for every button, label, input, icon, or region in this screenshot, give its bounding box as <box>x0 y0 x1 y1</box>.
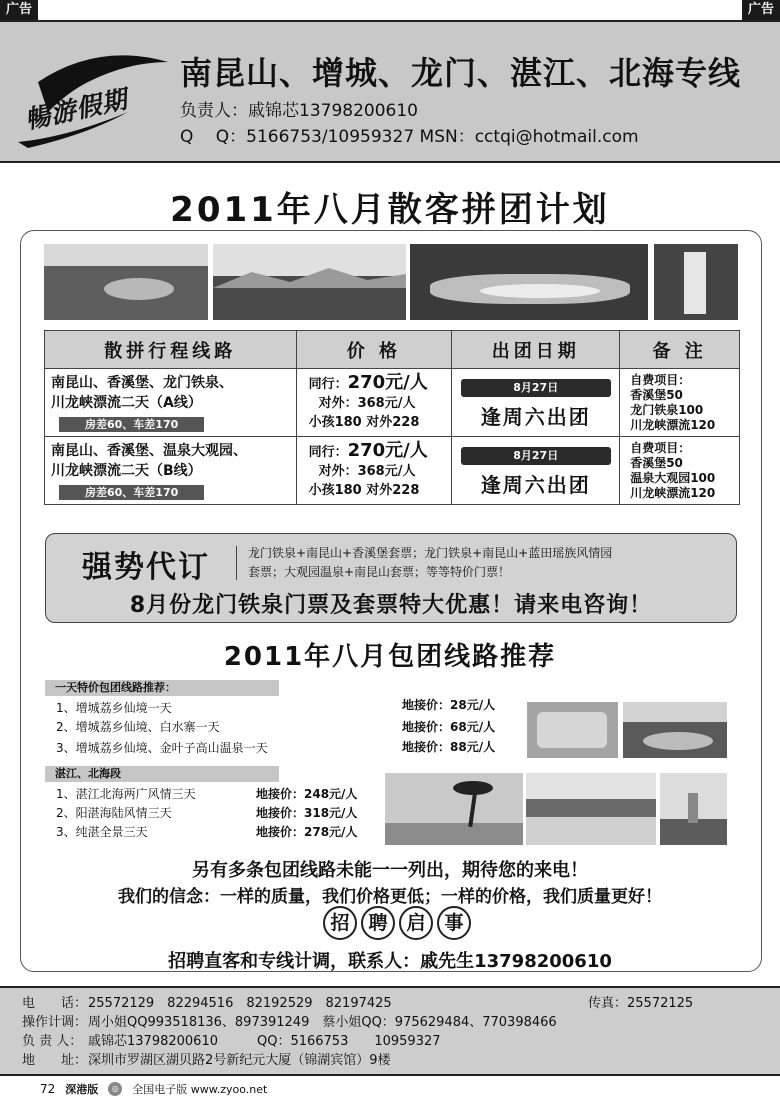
route-table <box>44 330 740 505</box>
agent-title: 强势代订 <box>82 550 210 585</box>
qq-msn-line: Q Q：5166753/10959327 MSN：cctqi@hotmail.com <box>180 127 639 147</box>
header-banner <box>0 20 780 163</box>
recruit-char: 聘 <box>361 906 395 940</box>
company-logo <box>8 42 173 150</box>
publisher-logo-icon: ◎ <box>108 1082 122 1096</box>
main-title: 2011年八月散客拼团计划 <box>170 190 610 230</box>
col-header-price: 价 格 <box>296 331 452 369</box>
ad-tag-left: 广告 <box>0 0 38 20</box>
photo-hot-spring <box>527 702 618 758</box>
address-row: 地 址：深圳市罗湖区湖贝路2号新纪元大厦（锦湖宾馆）9楼 <box>22 1053 391 1068</box>
list-item: 3、增城荔乡仙境、金叶子高山温泉一天 <box>56 741 268 755</box>
surcharge-badge: 房差60、车差170 <box>59 417 204 432</box>
route-price: 同行：270元/人 对外：368元/人 小孩180 对外228 <box>296 437 452 505</box>
table-row <box>45 369 740 437</box>
recruit-badge <box>323 906 471 940</box>
list-item-price: 地接价：278元/人 <box>256 825 358 839</box>
photo-palm-beach <box>385 773 523 845</box>
route-name: 南昆山、香溪堡、温泉大观园、 川龙峡漂流二天（B线） <box>51 443 247 479</box>
recruit-line: 招聘直客和专线计调，联系人：戚先生13798200610 <box>168 951 612 972</box>
surcharge-badge: 房差60、车差170 <box>59 485 204 500</box>
group-tour-title: 2011年八月包团线路推荐 <box>223 642 557 672</box>
photo-resort <box>623 702 727 758</box>
scenic-photo-river <box>410 244 648 320</box>
list-item: 3、纯湛全景三天 <box>56 825 148 839</box>
ticket-agent-box <box>45 533 737 623</box>
edition-label: 深港版 <box>65 1083 99 1096</box>
list-item: 1、湛江北海两广风情三天 <box>56 787 196 801</box>
list-item-price: 地接价：248元/人 <box>256 787 358 801</box>
owner-row: 负 责 人： 戚锦芯13798200610 QQ：5166753 10959327 <box>22 1034 441 1049</box>
scenic-photo-waterfall <box>654 244 738 320</box>
scenic-photo-mountains <box>213 244 406 320</box>
route-notes: 自费项目： 香溪堡50 龙门铁泉100 川龙峡漂流120 <box>620 369 740 437</box>
contact-person: 负责人：戚锦芯13798200610 <box>180 101 418 121</box>
list-item: 1、增城荔乡仙境一天 <box>56 701 172 715</box>
photo-sea-shore <box>526 773 656 845</box>
fax: 传真：25572125 <box>588 996 694 1011</box>
recruit-char: 招 <box>323 906 357 940</box>
col-header-notes: 备 注 <box>620 331 740 369</box>
departure-date: 8月27日 逢周六出团 <box>452 369 620 437</box>
scenic-photo-lake <box>44 244 208 320</box>
list-item: 2、阳湛海陆风情三天 <box>56 806 172 820</box>
col-header-route: 散拼行程线路 <box>45 331 297 369</box>
col-header-date: 出团日期 <box>452 331 620 369</box>
route-notes: 自费项目： 香溪堡50 温泉大观园100 川龙峡漂流120 <box>620 437 740 505</box>
slogan-line-1: 另有多条包团线路未能一一列出，期待您的来电！ <box>192 860 588 881</box>
page-number: 72 <box>40 1082 56 1096</box>
departure-date: 8月27日 逢周六出团 <box>452 437 620 505</box>
agent-promo: 8月份龙门铁泉门票及套票特大优惠！请来电咨询！ <box>129 593 653 618</box>
ad-tag-right: 广告 <box>742 0 780 20</box>
table-row <box>45 437 740 505</box>
list-item-price: 地接价：68元/人 <box>402 720 496 734</box>
phone-row: 电 话：25572129 82294516 82192529 82197425 传真：25572125 <box>22 996 694 1011</box>
recruit-char: 事 <box>437 906 471 940</box>
website-label: 全国电子版 www.zyoo.net <box>132 1083 268 1096</box>
list-item-price: 地接价：318元/人 <box>256 806 358 820</box>
oneday-heading: 一天特价包团线路推荐： <box>45 680 279 696</box>
photo-lighthouse <box>660 773 727 845</box>
list-item: 2、增城荔乡仙境、白水寨一天 <box>56 720 220 734</box>
route-name: 南昆山、香溪堡、龙门铁泉、 川龙峡漂流二天（A线） <box>51 375 233 411</box>
slogan-line-2: 我们的信念：一样的质量，我们价格更低；一样的价格，我们质量更好！ <box>118 887 662 907</box>
route-price: 同行：270元/人 对外：368元/人 小孩180 对外228 <box>296 369 452 437</box>
divider <box>236 546 237 580</box>
contact-footer <box>0 986 780 1076</box>
agent-description: 龙门铁泉+南昆山+香溪堡套票；龙门铁泉+南昆山+蓝田瑶族风情园 套票；大观园温泉+南昆山套票；等等特价门票！ <box>248 546 613 579</box>
zhanjiang-heading: 湛江、北海段 <box>45 766 279 782</box>
recruit-char: 启 <box>399 906 433 940</box>
page-footer <box>40 1081 267 1097</box>
logo-text: 暢游假期 <box>22 84 131 135</box>
list-item-price: 地接价：28元/人 <box>402 698 496 712</box>
header-title: 南昆山、增城、龙门、湛江、北海专线 <box>180 54 742 92</box>
list-item-price: 地接价：88元/人 <box>402 740 496 754</box>
operators-row: 操作计调：周小姐QQ993518136、897391249 蔡小姐QQ：975629484、770398466 <box>22 1015 557 1030</box>
